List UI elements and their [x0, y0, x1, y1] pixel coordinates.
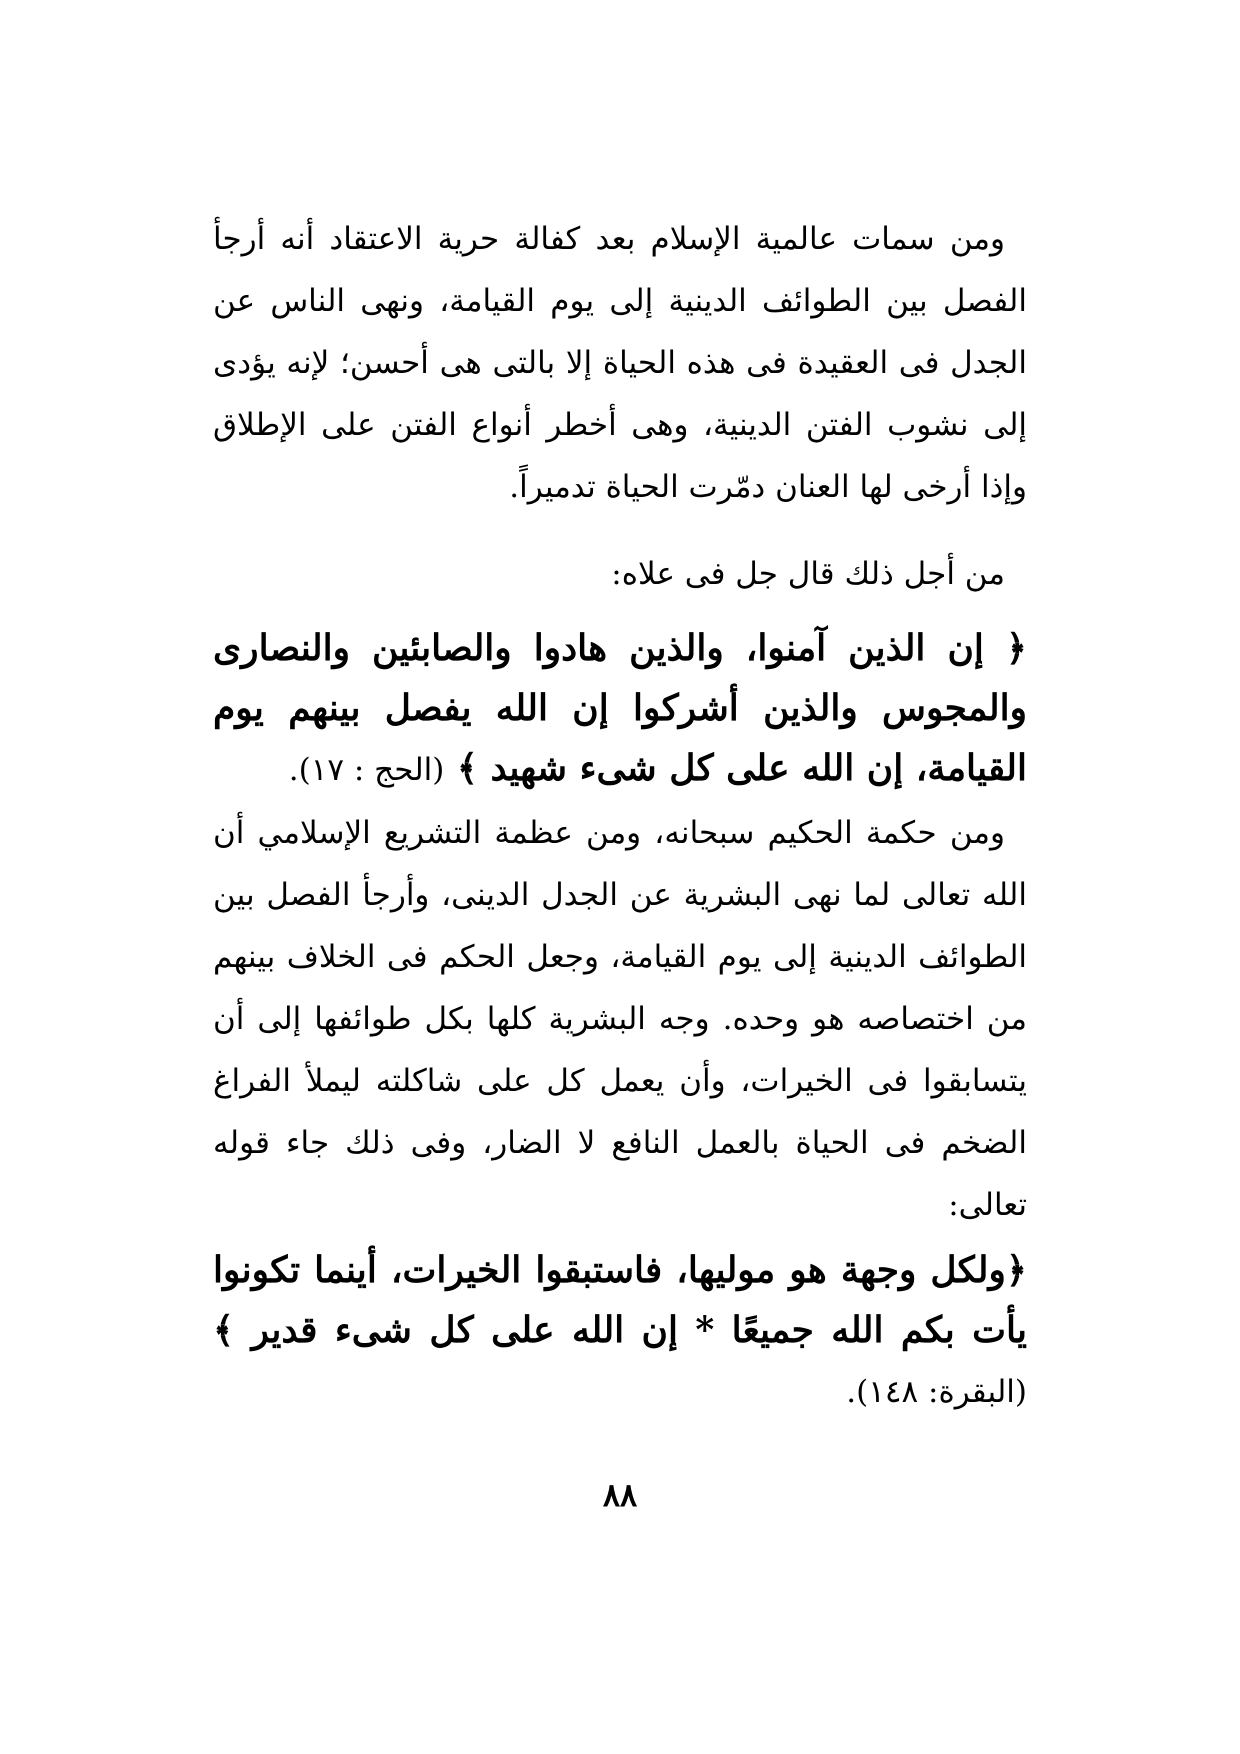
quran-verse — [213, 1240, 1027, 1422]
page-number: ٨٨ — [602, 1476, 638, 1514]
paragraph-text: ومن سمات عالمية الإسلام بعد كفالة حرية الاعتقاد أنه أرجأ الفصل بين الطوائف الدينية إلى يوم القيامة، ونهى الناس عن الجدل فى العقيدة فى هذه الحياة إلا بالتى هى أحسن؛ لإنه يؤدى إلى نشوب الفتن الدينية، وهى أخطر أنواع الفتن على الإطلاق وإذا أرخى لها العنان دمّرت الحياة تدميراً. — [213, 221, 1027, 505]
verse-reference: (البقرة: ١٤٨). — [846, 1374, 1027, 1410]
body-paragraph — [213, 208, 1027, 518]
verse-text: ﴿ولكل وجهة هو موليها، فاستبقوا الخيرات، أينما تكونوا يأت بكم الله جميعًا * إن الله على كل شىء قدير ﴾ — [213, 1249, 1027, 1351]
verse-reference: (الحج : ١٧). — [288, 752, 445, 788]
verse-paragraph — [213, 618, 1027, 800]
paragraph-text: ومن حكمة الحكيم سبحانه، ومن عظمة التشريع الإسلامي أن الله تعالى لما نهى البشرية عن الجدل الدينى، وأرجأ الفصل بين الطوائف الدينية إلى يوم القيامة، وجعل الحكم فى الخلاف بينهم من اختصاصه هو وحده. وجه البشرية كلها بكل طوائفها إلى أن يتسابقوا فى الخيرات، وأن يعمل كل على شاكلته ليملأ الفراغ الضخم فى الحياة بالعمل النافع لا الضار، وفى ذلك جاء قوله تعالى: — [213, 815, 1027, 1223]
quran-verse — [213, 618, 1027, 800]
paragraph-text: من أجل ذلك قال جل فى علاه: — [611, 556, 1005, 592]
body-paragraph — [213, 802, 1027, 1422]
verse-text: ﴿ إن الذين آمنوا، والذين هادوا والصابئين والنصارى والمجوس والذين أشركوا إن الله يفصل بينهم يوم القيامة، إن الله على كل شىء شهيد ﴾ — [213, 627, 1027, 789]
body-paragraph — [213, 543, 1027, 605]
